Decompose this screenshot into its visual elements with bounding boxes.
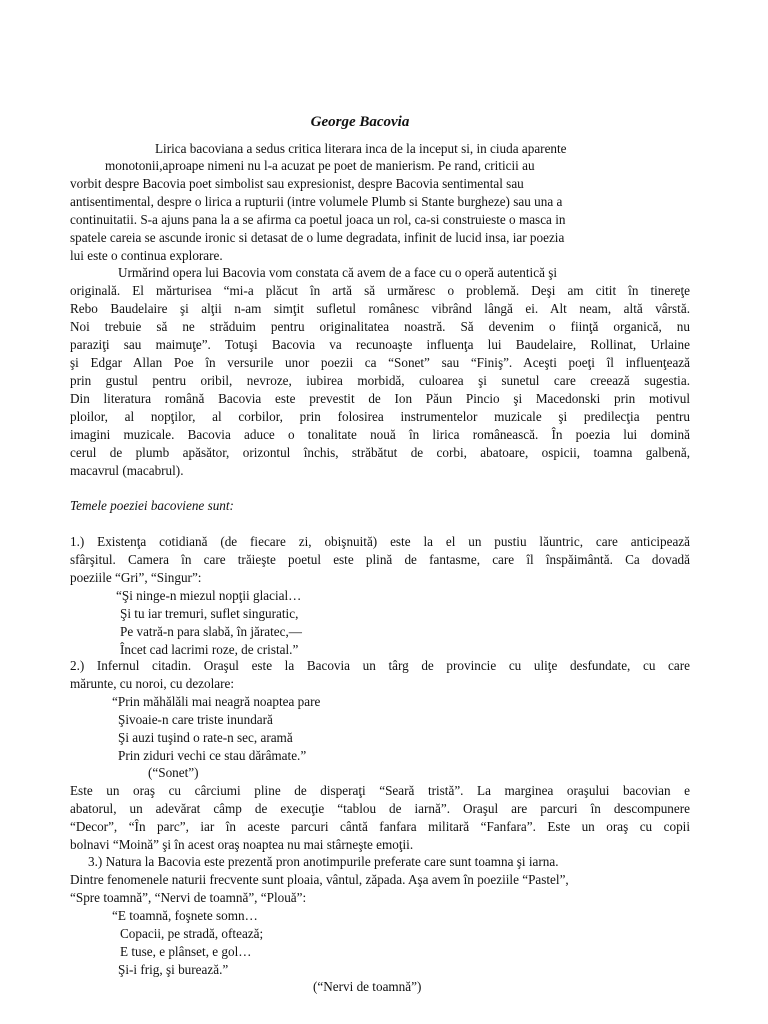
text-line: Dintre fenomenele naturii frecvente sunt ploaia, vântul, zăpada. Aşa avem în poeziile “Pastel”,: [70, 872, 569, 887]
text-line: spatele careia se ascunde ironic si detasat de o lume degradata, infinit de lucid insa, iar poezia: [70, 230, 565, 245]
text-line: vorbit despre Bacovia poet simbolist sau expresionist, despre Bacovia sentimental sau: [70, 176, 524, 191]
text-line: Din literatura română Bacovia este prevestit de Ion Păun Pincio şi Macedonski prin motivul: [70, 391, 690, 406]
text-line: Pe vatră-n para slabă, în jăratec,—: [120, 624, 302, 639]
text-line: Lirica bacoviana a sedus critica literara inca de la inceput si, in ciuda aparente: [155, 141, 567, 156]
text-line: prin gustul pentru oribil, nevroze, iubirea morbidă, culoarea şi sunetul care creează sugestia.: [70, 373, 690, 388]
text-line: Încet cad lacrimi roze, de cristal.”: [120, 642, 299, 657]
text-line: 1.) Existenţa cotidiană (de fiecare zi, obişnuită) este la el un pustiu lăuntric, care anticipează: [70, 534, 690, 549]
text-line: 2.) Infernul citadin. Oraşul este la Bacovia un târg de provincie cu uliţe desfundate, cu care: [70, 658, 690, 673]
text-line: Şi tu iar tremuri, suflet singuratic,: [120, 606, 299, 621]
text-line: Temele poeziei bacoviene sunt:: [70, 498, 234, 513]
text-line: lui este o continua explorare.: [70, 248, 223, 263]
text-line: “E toamnă, foşnete somn…: [112, 908, 258, 923]
text-line: Este un oraş cu cârciumi pline de disperaţi “Seară tristă”. La marginea oraşului bacovian e: [70, 783, 690, 798]
text-line: sfârşitul. Camera în care trăieşte poetul este plină de fantasme, care îl înspăimântă. Ca dovadă: [70, 552, 690, 567]
text-line: 3.) Natura la Bacovia este prezentă pron anotimpurile preferate care sunt toamna şi iarna.: [88, 854, 559, 869]
text-line: Şi auzi tuşind o rate-n sec, aramă: [118, 730, 293, 745]
text-line: Şivoaie-n care triste inundară: [118, 712, 273, 727]
text-line: Şi-i frig, şi burează.”: [118, 962, 229, 977]
text-line: şi Edgar Allan Poe în versurile unor poezii ca “Sonet” sau “Finiş”. Aceşti poeţi îl influenţează: [70, 355, 690, 370]
text-line: bolnavi “Moină” şi în acest oraş noaptea nu mai stârneşte emoţii.: [70, 837, 414, 852]
text-line: continuitatii. S-a ajuns pana la a se afirma ca poetul joaca un rol, ca-si construieste o masca in: [70, 212, 566, 227]
text-line: antisentimental, despre o lirica a rupturii (intre volumele Plumb si Stante burgheze) sau una a: [70, 194, 563, 209]
text-line: cerul de plumb apăsător, orizontul închis, străbătut de corbi, abatoare, ospicii, toamna galbenă,: [70, 445, 690, 460]
page-title: George Bacovia: [310, 114, 410, 130]
text-line: Rebo Baudelaire şi alţii n-am simţit sufletul românesc vibrând lângă ei. Alt neam, altă vârstă.: [70, 301, 690, 316]
text-line: “Prin măhălăli mai neagră noaptea pare: [112, 694, 321, 709]
text-line: mărunte, cu noroi, cu dezolare:: [70, 676, 235, 691]
text-line: “Şi ninge-n miezul nopţii glacial…: [116, 588, 302, 603]
text-line: “Decor”, “În parc”, iar în aceste parcuri cântă fanfara militară “Fanfara”. Este un oraş cu copii: [70, 819, 690, 834]
text-line: (“Sonet”): [148, 765, 199, 780]
text-line: (“Nervi de toamnă”): [313, 979, 422, 994]
text-line: paraziţi sau maimuţe”. Totuşi Bacovia va recunoaşte influenţa lui Baudelaire, Rollinat, Urlaine: [70, 337, 690, 352]
text-line: poeziile “Gri”, “Singur”:: [70, 570, 202, 585]
text-line: Noi trebuie să ne străduim pentru originalitatea noastră. Să devenim o fiinţă organică, nu: [70, 319, 690, 334]
text-line: Prin ziduri vechi ce stau dărâmate.”: [118, 748, 307, 763]
text-line: originală. El mărturisea “mi-a plăcut în artă să urmăresc o problemă. Deşi am citit în tinereţe: [70, 283, 690, 298]
text-line: ploilor, al nopţilor, al corbilor, prin folosirea instrumentelor muzicale şi predilecţia pentru: [70, 409, 690, 424]
text-line: E tuse, e plânset, e gol…: [120, 944, 252, 959]
text-line: “Spre toamnă”, “Nervi de toamnă”, “Plouă”:: [70, 890, 307, 905]
text-line: Copacii, pe stradă, oftează;: [120, 926, 264, 941]
text-line: monotonii,aproape nimeni nu l-a acuzat pe poet de manierism. Pe rand, criticii au: [105, 158, 535, 173]
text-line: imagini muzicale. Bacovia aduce o tonalitate nouă în lirica românească. În poezia lui domină: [70, 427, 690, 442]
text-line: Urmărind opera lui Bacovia vom constata că avem de a face cu o operă autentică şi: [118, 265, 558, 280]
text-line: macavrul (macabrul).: [70, 463, 184, 478]
text-line: abatorul, un adevărat câmp de execuţie “tablou de iarnă”. Oraşul are parcuri în descompunere: [70, 801, 690, 816]
